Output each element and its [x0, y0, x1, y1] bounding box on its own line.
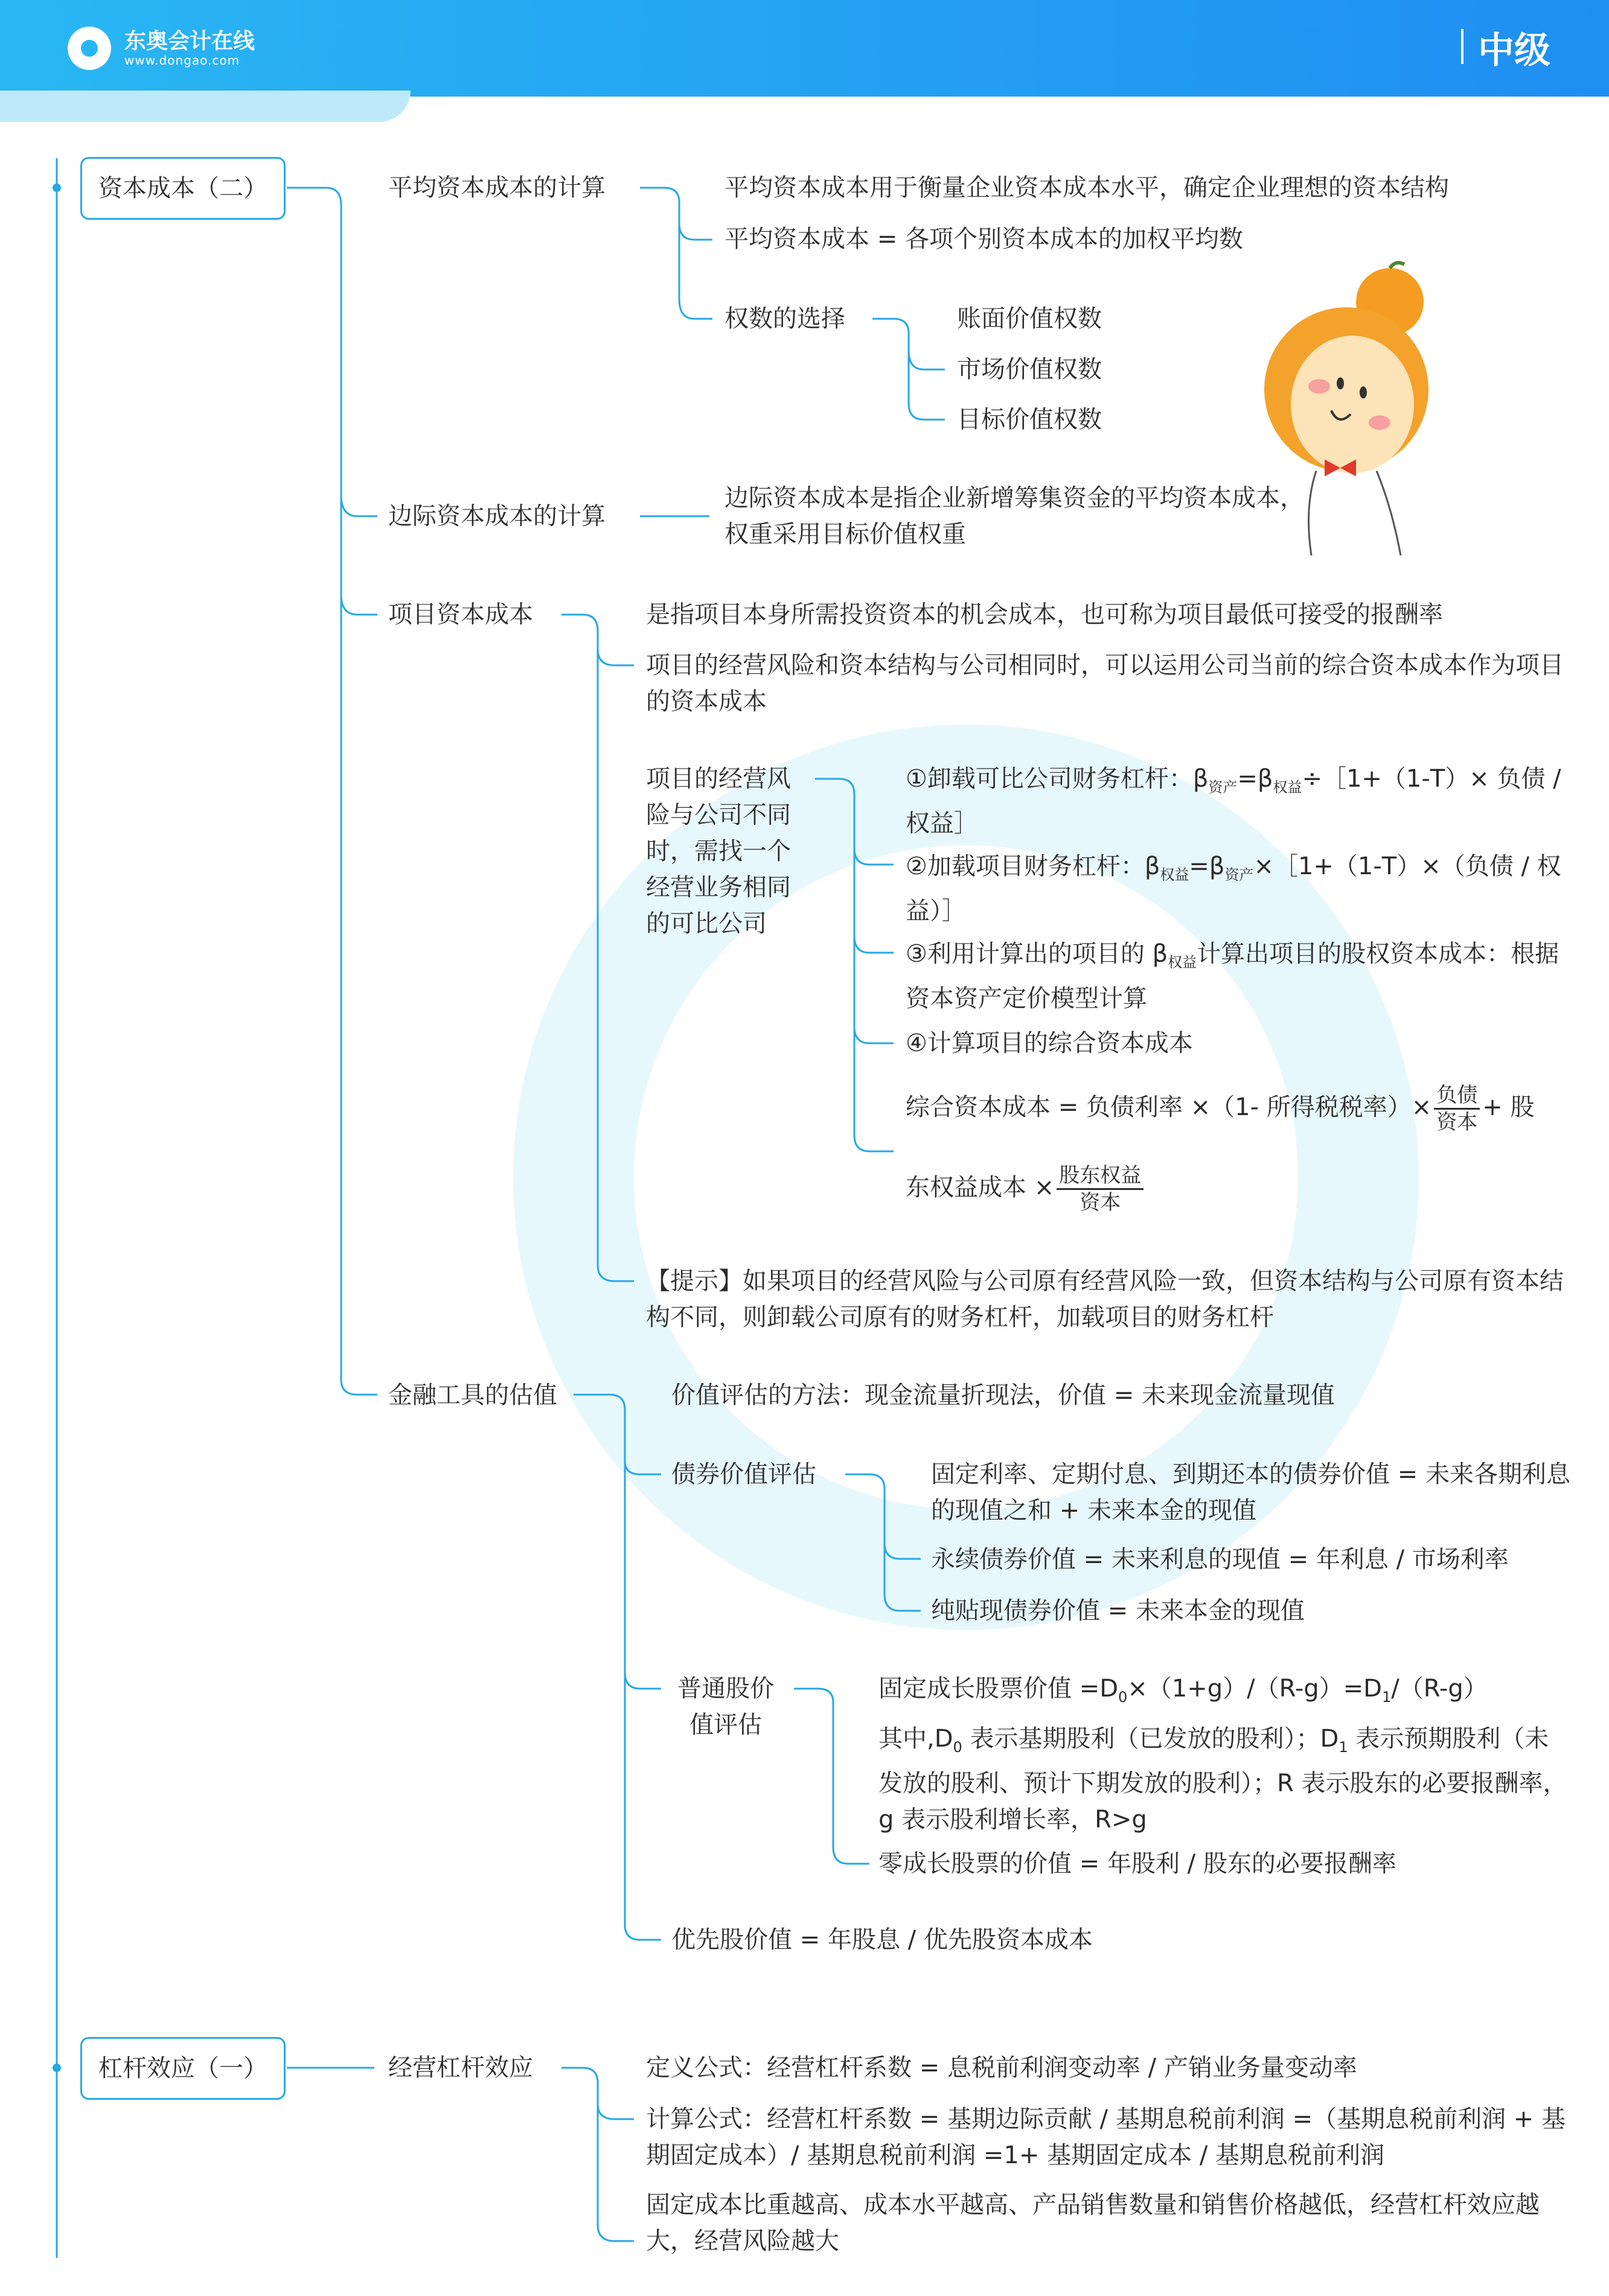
branch-fin-instruments: 金融工具的估值 — [388, 1381, 557, 1409]
project-item-2: 项目的经营风险和资本结构与公司相同时，可以运用公司当前的综合资本成本作为项目的资本成本 — [646, 651, 1564, 715]
branch-project-cost: 项目资本成本 — [388, 601, 533, 628]
wacc-formula-line-1: 综合资本成本 = 负债利率 ×（1- 所得税税率）× $\frac{\text{负债}}{\text{资本}}$ + 股 — [906, 1082, 1535, 1134]
stock-item-3: 零成长股票的价值 = 年股利 / 股东的必要报酬率 — [878, 1850, 1396, 1878]
project-diff-risk: 项目的经营风险与公司不同时，需找一个经营业务相同的可比公司 — [646, 765, 791, 938]
fraction-equity-capital: $\frac{\text{股东权益}}{\text{资本}}$ — [1057, 1163, 1144, 1215]
bond-item-1: 固定利率、定期付息、到期还本的债券价值 = 未来各期利息的现值之和 + 未来本金的现值 — [931, 1460, 1570, 1524]
branch-operating-leverage: 经营杠杆效应 — [388, 2054, 533, 2082]
bond-item-3: 纯贴现债券价值 = 未来本金的现值 — [931, 1597, 1305, 1625]
bond-valuation: 债券价值评估 — [671, 1460, 816, 1488]
stock-valuation: 普通股价值评估 — [677, 1675, 774, 1739]
logo-url: www.dongao.com — [124, 53, 240, 68]
weight-market: 市场价值权数 — [957, 356, 1102, 383]
fraction-debt-capital: $\frac{\text{负债}}{\text{资本}}$ — [1434, 1082, 1480, 1135]
step-equity-cost: ③利用计算出的项目的 $\beta_{权益}$计算出项目的股权资本成本：根据资本资产定价模型计算 — [906, 940, 1559, 1012]
weight-target: 目标价值权数 — [957, 406, 1102, 433]
weight-book: 账面价值权数 — [957, 305, 1102, 333]
branch-avg-cost: 平均资本成本的计算 — [388, 174, 606, 202]
valuation-method: 价值评估的方法：现金流量折现法，价值 = 未来现金流量现值 — [671, 1381, 1335, 1409]
op-item-1: 定义公式：经营杠杆系数 = 息税前利润变动率 / 产销业务量变动率 — [646, 2054, 1357, 2082]
level-label: 中级 — [1478, 30, 1550, 72]
root-node-capital-cost-2: 资本成本（二） — [80, 157, 286, 220]
step-wacc: ④计算项目的综合资本成本 — [906, 1029, 1193, 1057]
weight-selection: 权数的选择 — [725, 305, 845, 333]
project-item-1: 是指项目本身所需投资资本的机会成本，也可称为项目最低可接受的报酬率 — [646, 601, 1443, 628]
root-node-leverage-1: 杠杆效应（一） — [80, 2037, 286, 2100]
avg-item-2: 平均资本成本 = 各项个别资本成本的加权平均数 — [725, 225, 1243, 253]
step-relever: ②加载项目财务杠杆：$\beta_{权益}=\beta_{资产}\times[1+(1-T)\times$（负债 / 权益）］ — [906, 852, 1561, 925]
wacc-formula-line-2: 东权益成本 × $\frac{\text{股东权益}}{\text{资本}}$ — [906, 1152, 1146, 1223]
project-tip: 【提示】如果项目的经营风险与公司原有经营风险一致，但资本结构与公司原有资本结构不同，则卸载公司原有的财务杠杆，加载项目的财务杠杆 — [646, 1267, 1564, 1331]
avg-item-1: 平均资本成本用于衡量企业资本成本水平，确定企业理想的资本结构 — [725, 174, 1449, 202]
stock-item-2: 其中$,D_0$ 表示基期股利（已发放的股利）；$D_1$ 表示预期股利（未发放的股利、预计下期发放的股利）；R 表示股东的必要报酬率，g 表示股利增长率，R>g — [878, 1725, 1567, 1834]
op-item-3: 固定成本比重越高、成本水平越高、产品销售数量和销售价格越低，经营杠杆效应越大，经营风险越大 — [646, 2191, 1540, 2255]
branch-marginal-cost: 边际资本成本的计算 — [388, 502, 606, 530]
stock-item-1: 固定成长股票价值 $=D_0\times(1+g)/(R-g)=D_1/(R-g)$ — [878, 1675, 1488, 1706]
marginal-text: 边际资本成本是指企业新增筹集资金的平均资本成本，权重采用目标价值权重 — [725, 484, 1304, 548]
step-unlever: ①卸载可比公司财务杠杆：$\beta_{资产}=\beta_{权益}\div[1+(1-T)\times$ 负债 / 权益］ — [906, 765, 1561, 837]
bond-item-2: 永续债券价值 = 未来利息的现值 = 年利息 / 市场利率 — [931, 1546, 1509, 1573]
logo-name: 东奥会计在线 — [124, 29, 255, 54]
op-item-2: 计算公式：经营杠杆系数 = 基期边际贡献 / 基期息税前利润 =（基期息税前利润 + 基期固定成本）/ 基期息税前利润 =1+ 基期固定成本 / 基期息税前利润 — [646, 2105, 1566, 2169]
preferred-stock: 优先股价值 = 年股息 / 优先股资本成本 — [671, 1926, 1093, 1954]
